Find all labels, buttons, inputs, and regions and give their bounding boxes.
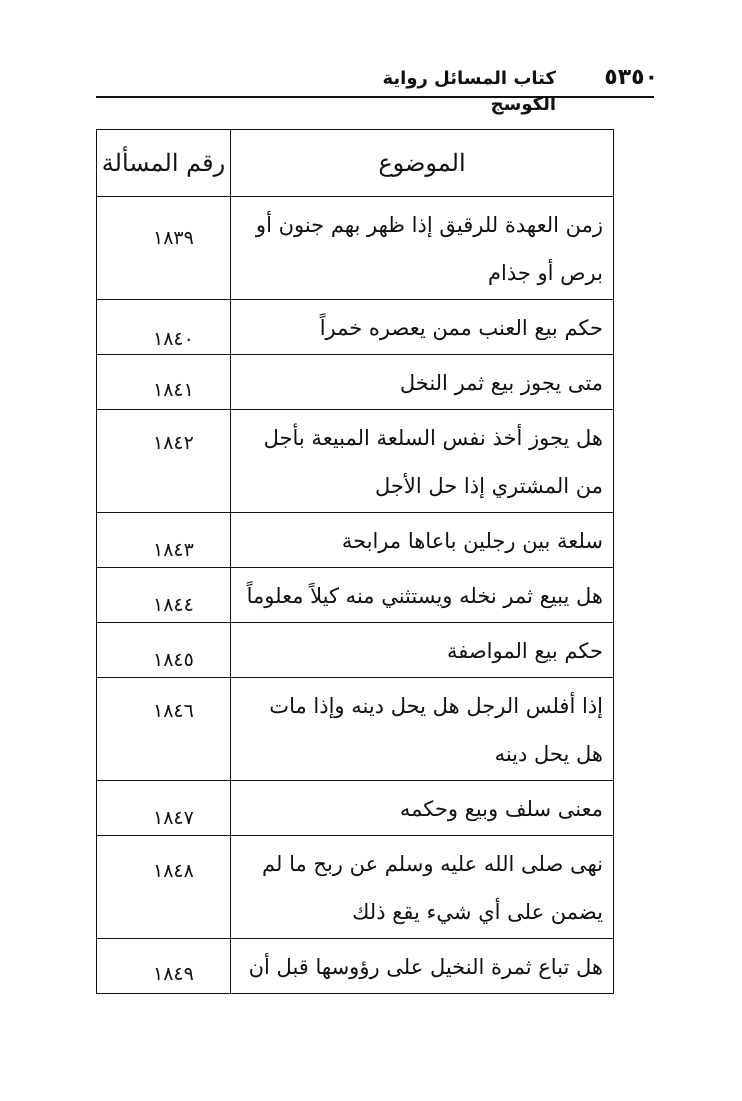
- table-row: [97, 836, 614, 939]
- column-header-number: رقم المسألة: [97, 130, 231, 197]
- issue-number: ١٨٤٣: [153, 539, 194, 561]
- topic-cell: إذا أفلس الرجل هل يحل دينه وإذا مات هل يحل دينه: [231, 678, 614, 781]
- issue-number-cell: [97, 568, 231, 623]
- issue-number: ١٨٤١: [153, 379, 194, 401]
- issue-number-cell: [97, 410, 231, 513]
- topic-cell: معنى سلف وبيع وحكمه: [231, 781, 614, 836]
- table-row: [97, 300, 614, 355]
- topic-cell: زمن العهدة للرقيق إذا ظهر بهم جنون أو برص أو جذام: [231, 197, 614, 300]
- topic-cell: هل تباع ثمرة النخيل على رؤوسها قبل أن: [231, 939, 614, 994]
- table-row: [97, 355, 614, 410]
- topic-cell: حكم بيع العنب ممن يعصره خمراً: [231, 300, 614, 355]
- table-row: [97, 939, 614, 994]
- table-row: [97, 568, 614, 623]
- column-header-topic: الموضوع: [231, 130, 614, 197]
- page-header: [96, 62, 658, 115]
- topic-cell: متى يجوز بيع ثمر النخل: [231, 355, 614, 410]
- issue-number: ١٨٤٠: [153, 328, 194, 350]
- topic-cell: سلعة بين رجلين باعاها مرابحة: [231, 513, 614, 568]
- issue-number-cell: [97, 197, 231, 300]
- table-row: [97, 197, 614, 300]
- topic-cell: حكم بيع المواصفة: [231, 623, 614, 678]
- issue-number-cell: [97, 623, 231, 678]
- issue-number: ١٨٤٩: [153, 963, 194, 985]
- topic-cell: هل يبيع ثمر نخله ويستثني منه كيلاً معلوماً: [231, 568, 614, 623]
- issue-number-cell: [97, 781, 231, 836]
- issue-number-cell: [97, 513, 231, 568]
- issue-number: ١٨٤٢: [153, 432, 194, 454]
- topic-cell: نهى صلى الله عليه وسلم عن ربح ما لم يضمن على أي شيء يقع ذلك: [231, 836, 614, 939]
- page-number: ٥٣٥٠: [604, 65, 658, 90]
- issue-number-cell: [97, 355, 231, 410]
- table-header-row: [97, 130, 614, 197]
- topic-cell: هل يجوز أخذ نفس السلعة المبيعة بأجل من المشتري إذا حل الأجل: [231, 410, 614, 513]
- issue-number: ١٨٤٦: [153, 700, 194, 722]
- index-table: [96, 129, 614, 994]
- table-row: [97, 623, 614, 678]
- issue-number-cell: [97, 678, 231, 781]
- issue-number-cell: [97, 939, 231, 994]
- issue-number-cell: [97, 836, 231, 939]
- table-row: [97, 513, 614, 568]
- issue-number: ١٨٤٧: [153, 807, 194, 829]
- issue-number: ١٨٤٤: [153, 594, 194, 616]
- running-title: كتاب المسائل رواية الكوسج: [382, 68, 556, 115]
- issue-number: ١٨٤٥: [153, 649, 194, 671]
- table-row: [97, 678, 614, 781]
- table-row: [97, 410, 614, 513]
- issue-number: ١٨٣٩: [153, 227, 194, 249]
- issue-number-cell: [97, 300, 231, 355]
- issue-number: ١٨٤٨: [153, 860, 194, 882]
- table-row: [97, 781, 614, 836]
